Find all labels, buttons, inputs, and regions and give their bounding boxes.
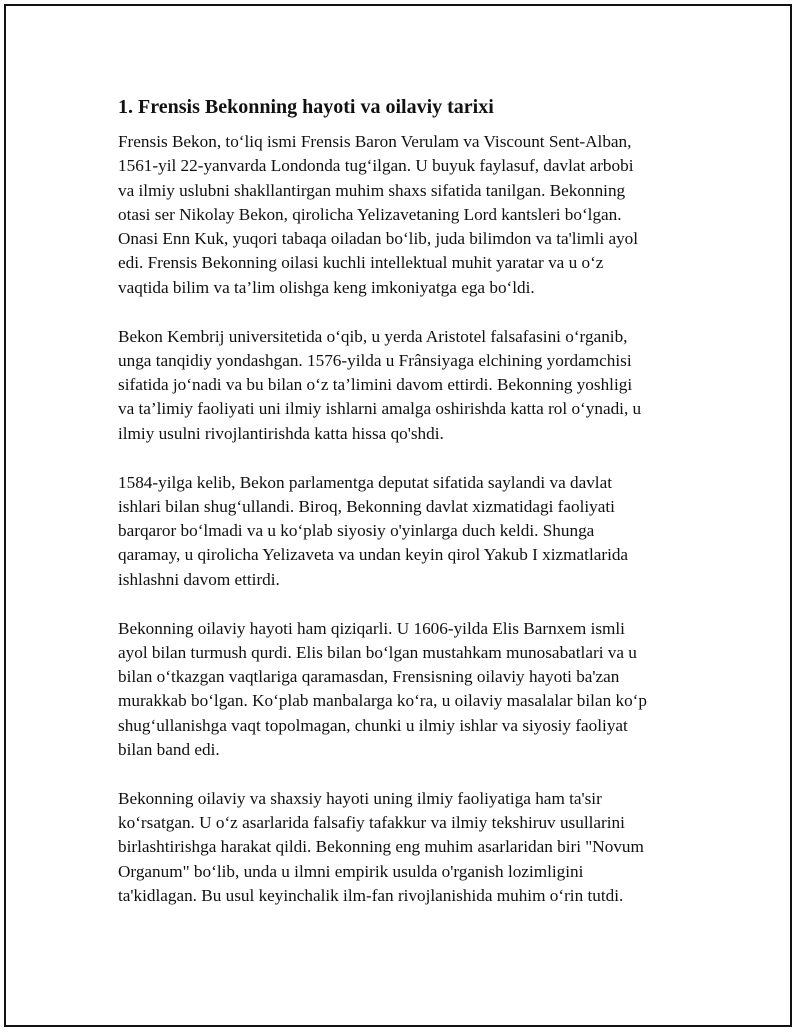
text-line: 1584-yilga kelib, Bekon parlamentga deputat sifatida saylandi va davlat <box>118 472 612 492</box>
text-line: 1561-yil 22-yanvarda Londonda tug‘ilgan. U buyuk faylasuf, davlat arbobi <box>118 156 634 176</box>
text-line: Bekon Kembrij universitetida o‘qib, u yerda Aristotel falsafasini o‘rganib, <box>118 326 628 346</box>
text-line: edi. Frensis Bekonning oilasi kuchli intellektual muhit yaratar va u o‘z <box>118 253 604 273</box>
text-line: otasi ser Nikolay Bekon, qirolicha Yelizavetaning Lord kantsleri bo‘lgan. <box>118 204 622 224</box>
text-line: Bekonning oilaviy hayoti ham qiziqarli. U 1606-yilda Elis Barnxem ismli <box>118 618 625 638</box>
text-line: barqaror bo‘lmadi va u ko‘plab siyosiy o'yinlarga duch keldi. Shunga <box>118 521 595 541</box>
paragraph-4 <box>118 617 690 763</box>
text-line: Organum" bo‘lib, unda u ilmni empirik usulda o'rganish lozimligini <box>118 861 584 881</box>
text-line: unga tanqidiy yondashgan. 1576-yilda u Frânsiyaga elchining yordamchisi <box>118 350 632 370</box>
text-line: ishlari bilan shug‘ullandi. Biroq, Bekonning davlat xizmatidagi faoliyati <box>118 496 615 516</box>
paragraph-2 <box>118 325 690 446</box>
text-line: Frensis Bekon, to‘liq ismi Frensis Baron Verulam va Viscount Sent-Alban, <box>118 132 632 151</box>
document-body <box>118 94 690 933</box>
text-line: bilan o‘tkazgan vaqtlariga qaramasdan, Frensisning oilaviy hayoti ba'zan <box>118 667 620 687</box>
text-line: sifatida jo‘nadi va bu bilan o‘z ta’limini davom ettirdi. Bekonning yoshligi <box>118 375 633 395</box>
paragraph-3 <box>118 471 690 592</box>
text-line: Onasi Enn Kuk, yuqori tabaqa oiladan bo‘lib, juda bilimdon va ta'limli ayol <box>118 229 639 249</box>
text-line: ishlashni davom ettirdi. <box>118 569 280 589</box>
text-line: murakkab bo‘lgan. Ko‘plab manbalarga ko‘ra, u oilaviy masalalar bilan ko‘p <box>118 691 647 711</box>
text-line: ta'kidlagan. Bu usul keyinchalik ilm-fan rivojlanishida muhim o‘rin tutdi. <box>118 886 624 906</box>
text-line: ko‘rsatgan. U o‘z asarlarida falsafiy tafakkur va ilmiy tekshiruv usullarini <box>118 813 625 833</box>
text-line: Bekonning oilaviy va shaxsiy hayoti uning ilmiy faoliyatiga ham ta'sir <box>118 788 602 808</box>
text-line: va ilmiy uslubni shakllantirgan muhim shaxs sifatida tanilgan. Bekonning <box>118 180 626 200</box>
text-line: vaqtida bilim va ta’lim olishga keng imkoniyatga ega bo‘ldi. <box>118 277 535 297</box>
text-line: ilmiy usulni rivojlantirishda katta hissa qo'shdi. <box>118 423 444 443</box>
paragraph-1 <box>118 130 690 300</box>
section-heading: 1. Frensis Bekonning hayoti va oilaviy tarixi <box>118 96 494 118</box>
paragraph-5 <box>118 787 690 908</box>
text-line: qaramay, u qirolicha Yelizaveta va undan keyin qirol Yakub I xizmatlarida <box>118 545 629 565</box>
text-line: shug‘ullanishga vaqt topolmagan, chunki u ilmiy ishlar va siyosiy faoliyat <box>118 715 628 735</box>
text-line: bilan band edi. <box>118 740 220 760</box>
text-line: ayol bilan turmush qurdi. Elis bilan bo‘lgan mustahkam munosabatlari va u <box>118 642 637 662</box>
text-line: birlashtirishga harakat qildi. Bekonning eng muhim asarlaridan biri "Novum <box>118 837 644 857</box>
text-line: va ta’limiy faoliyati uni ilmiy ishlarni amalga oshirishda katta rol o‘ynadi, u <box>118 399 642 419</box>
